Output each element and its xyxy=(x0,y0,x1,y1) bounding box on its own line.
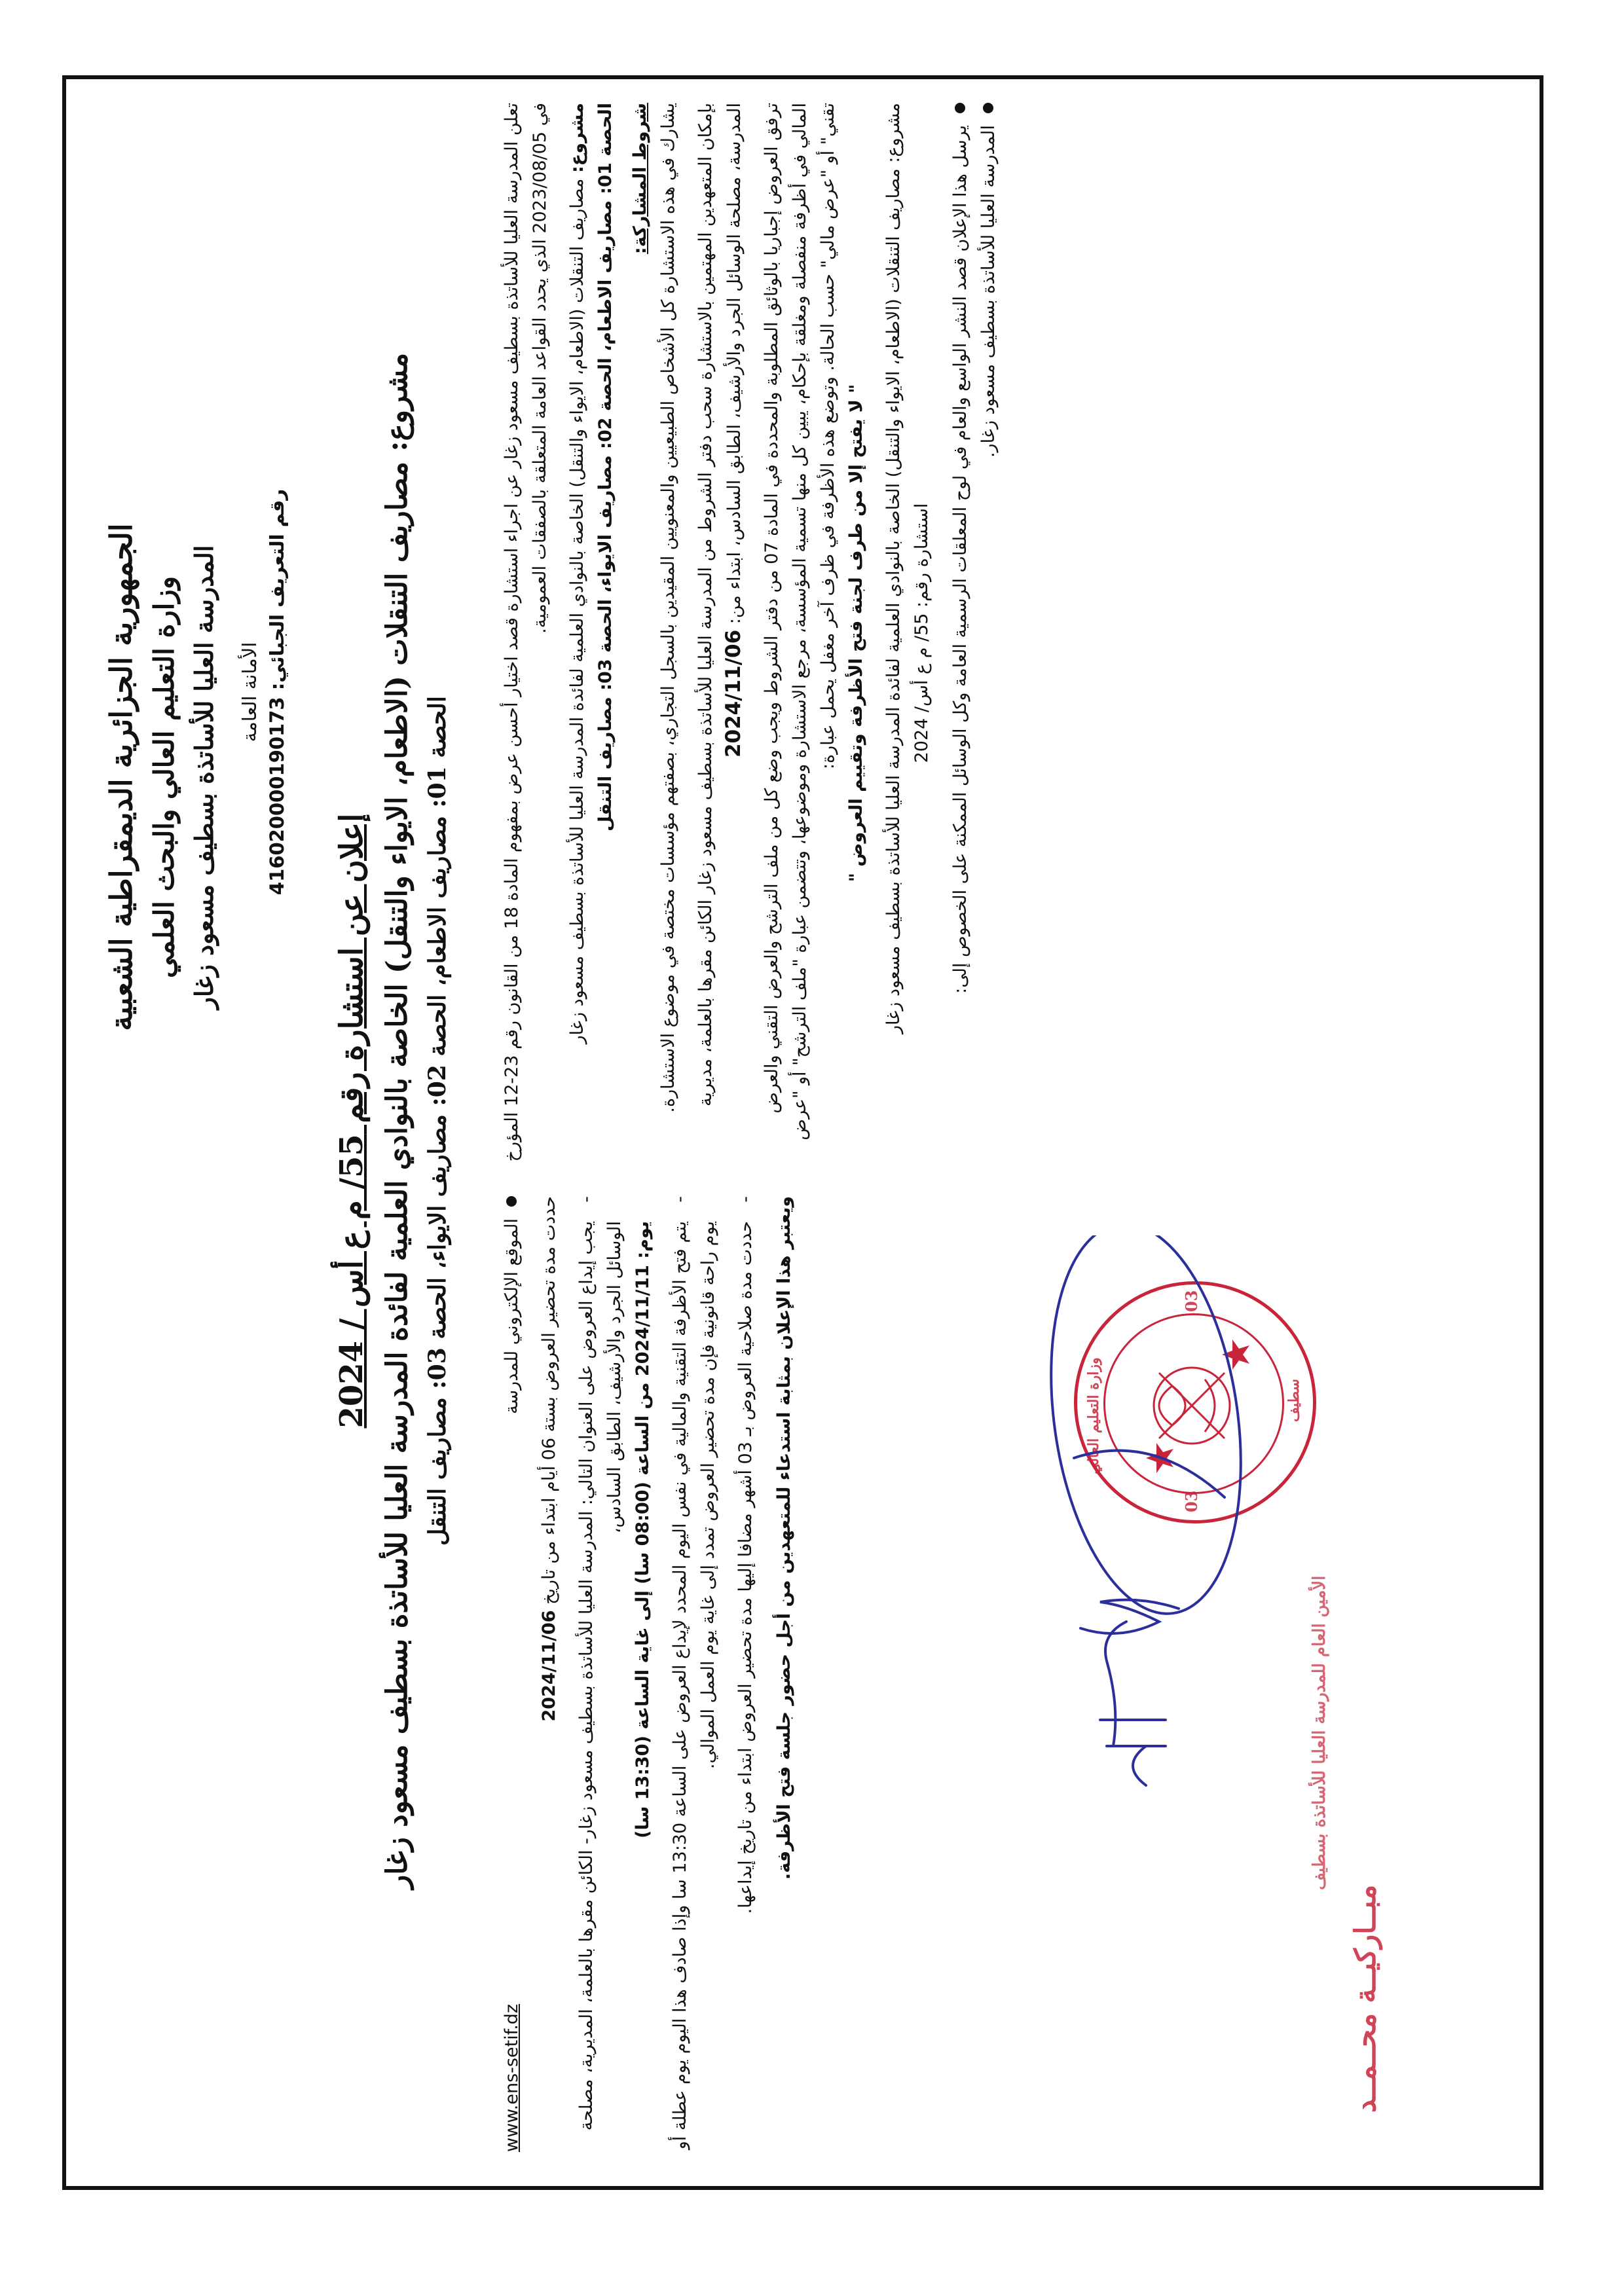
website-line xyxy=(498,1196,526,2152)
dash-marker: - xyxy=(670,1196,690,1203)
intro-paragraph: تعلن المدرسة العليا للأساتذة بسطيف مسعود زغار عن اجراء استشارة قصد اختيار أحسن عرض بمفهوم المادة 18 من القانون رقم 23-12 المؤرخ في 2023/08/05 الذي يحدد القواعد العامة المتعلقة بالصفقات العمومية. xyxy=(502,103,550,1162)
publication-item xyxy=(946,103,974,1163)
withdrawal-paragraph xyxy=(692,103,748,1163)
opening-text: يتم فتح الأظرفة التقنية والمالية في نفس اليوم المحدد لإيداع العروض على الساعة 13:30 سا وإذا صادف هذا اليوم يوم عطلة أو يوم راحة قانونية فإن مدة تحضير العروض تمدد إلى غاية يوم العمل الموالي. xyxy=(670,1221,718,2150)
validity-text: حددت مدة صلاحية العروض بـ 03 أشهر مضافا إليها مدة تحضير العروض ابتداء من تاريخ إيداعها. xyxy=(735,1221,756,1914)
project-label: مشروع: xyxy=(567,103,587,173)
withdrawal-date: 2024/11/06 xyxy=(722,629,745,758)
announcement-heading xyxy=(327,103,456,2139)
project-text: مصاريف التنقلات (الاطعام، الايواء والتنقل) الخاصة بالنوادي العلمية لفائدة المدرسة العليا للأساتذة بسطيف مسعود زغار xyxy=(567,178,587,1044)
signature-scribble xyxy=(950,1235,1290,1825)
secretariat-block xyxy=(236,397,291,987)
summons-note: ويعتبر هذا الإعلان بمثابة استدعاء للمتعهدين من أجل حضور جلسة فتح الأظرفة. xyxy=(774,1196,794,1880)
documents-paragraph: ترفق العروض إجباريا بالوثائق المطلوبة والمحددة في المادة 07 من دفتر الشروط ويجب وضع كل من ملف الترشح والعرض التقني والعرض المالي في أظرفة منفصلة ومغلقة بإحكام، يبين كل منها تسمية المؤسسة، مرجع الاستشارة وموضوعها، وتتضمن عبارة "ملف الترشح" أو "عرض تقني" أو "عرض مالي" حسب الحالة. وتوضع هذه الأظرفة في ظرف آخر مغفل يحمل عبارة: xyxy=(762,103,838,1140)
withdrawal-text: بإمكان المتعهدين المهتمين بالاستشارة سحب دفتر الشروط من المدرسة العليا للأساتذة بسطيف مسعود زغار الكائن مقرها بالعلمة، مديرية المدرسة، مصلحة الوسائل الجرد والأرشيف، الطابق السادس، ابتداء من: xyxy=(695,103,745,1106)
deposit-day: يوم: 2024/11/11 من الساعة (08:00 سا) إلى غاية الساعة (13:30 سا) xyxy=(633,1221,653,1838)
envelope-quote: " لا يفتح إلا من طرف لجنة فتح الأظرفة وتقييم العروض " xyxy=(846,384,866,883)
conditions-text: يشارك في هذه الاستشارة كل الأشخاص الطبيعيين والمعنويين المقيدين بالسجل التجاري، بصفتهم مؤسسات مختصة في موضوع الاستشارة. xyxy=(658,103,678,1113)
dash-marker: - xyxy=(735,1196,756,1203)
tax-id: رقم التعريف الجبائي: 416020000190173 xyxy=(266,488,288,896)
signatory-name: مبــاركيــة محــمــد xyxy=(1349,1884,1382,2113)
preparation-date: 2024/11/06 xyxy=(539,1610,559,1722)
website-label: الموقع الإلكتروني للمدرسة xyxy=(502,1218,522,1414)
preparation-text: حددت مدة تحضير العروض بستة 06 أيام ابتداء من تاريخ xyxy=(539,1196,559,1605)
dash-marker: - xyxy=(576,1196,597,1203)
bullet-dot xyxy=(506,1196,517,1207)
deposit-text: يجب إيداع العروض على العنوان التالي: المدرسة العليا للأساتذة بسطيف مسعود زغار- الكائن مقرها بالعلمة، المديرية، مصلحة الوسائل الجرد والأرشيف، الطابق السادس، xyxy=(576,1221,625,2131)
validity-item xyxy=(731,1196,760,2152)
column-right xyxy=(498,103,1003,1163)
republic-title: الجمهورية الجزائرية الديمقراطية الشعبية xyxy=(103,523,139,1031)
announcement-title: إعلان عن استشارة رقم 55/ م ع أس / 2024 xyxy=(333,813,370,1429)
project-paragraph xyxy=(563,103,591,1163)
secretariat: الأمانة العامة xyxy=(238,642,261,742)
ministry-title: وزارة التعليم العالي والبحث العلمي xyxy=(148,576,180,978)
announcement-project: مشروع: مصاريف التنقلات (الاطعام، الايواء والتنقل) الخاصة بالنوادي العلمية لفائدة المدرسة العليا للأساتذة بسطيف مسعود زغار xyxy=(380,352,414,1889)
project-repeat: مشروع: مصاريف التنقلات (الاطعام، الايواء والتنقل) الخاصة بالنوادي العلمية لفائدة المدرسة العليا للأساتذة بسطيف مسعود زغار xyxy=(883,103,904,1034)
deposit-item xyxy=(572,1196,657,2152)
stamp-bottom-text: سطيف xyxy=(1285,1379,1302,1422)
opening-item xyxy=(666,1196,722,2152)
lots-line: الحصة 01: مصاريف الاطعام، الحصة 02: مصاريف الايواء، الحصة 03: مصاريف التنقل xyxy=(595,103,616,831)
bullet-dot xyxy=(983,103,993,113)
publication-text: المدرسة العليا للأساتذة بسطيف مسعود زغار. xyxy=(978,125,999,458)
stamp-number-left: 03 xyxy=(1182,1490,1201,1512)
announcement-lots: الحصة 01: مصاريف الاطعام، الحصة 02: مصاريف الايواء، الحصة 03: مصاريف التنقل xyxy=(424,696,451,1546)
website-link[interactable]: www.ens-setif.dz xyxy=(502,2003,522,2152)
bullet-dot xyxy=(955,103,965,113)
publication-item xyxy=(974,103,1003,1163)
column-left xyxy=(498,1196,798,2152)
signatory-title: الأمين العام للمدرسة العليا للأساتذة بسطيف xyxy=(1310,1575,1329,1890)
preparation-period xyxy=(535,1196,563,2152)
publication-text: يرسل هذا الإعلان قصد النشر الواسع والعام في لوح المعلقات الرسمية العامة وكل الوسائل الممكنة على الخصوص إلى: xyxy=(950,125,970,994)
stamp-top-text: وزارة التعليم العالي xyxy=(1085,1357,1102,1474)
stamp-number-right: 03 xyxy=(1182,1290,1201,1312)
publication-list xyxy=(946,103,1003,1163)
school-title: المدرسة العليا للأساتذة بسطيف مسعود زغار xyxy=(189,545,219,1010)
header xyxy=(98,109,224,1445)
consultation-reference: استشارة رقم: 55/ م ع أس/ 2024 xyxy=(912,503,932,763)
conditions-title: شروط المشاركة: xyxy=(630,103,650,255)
